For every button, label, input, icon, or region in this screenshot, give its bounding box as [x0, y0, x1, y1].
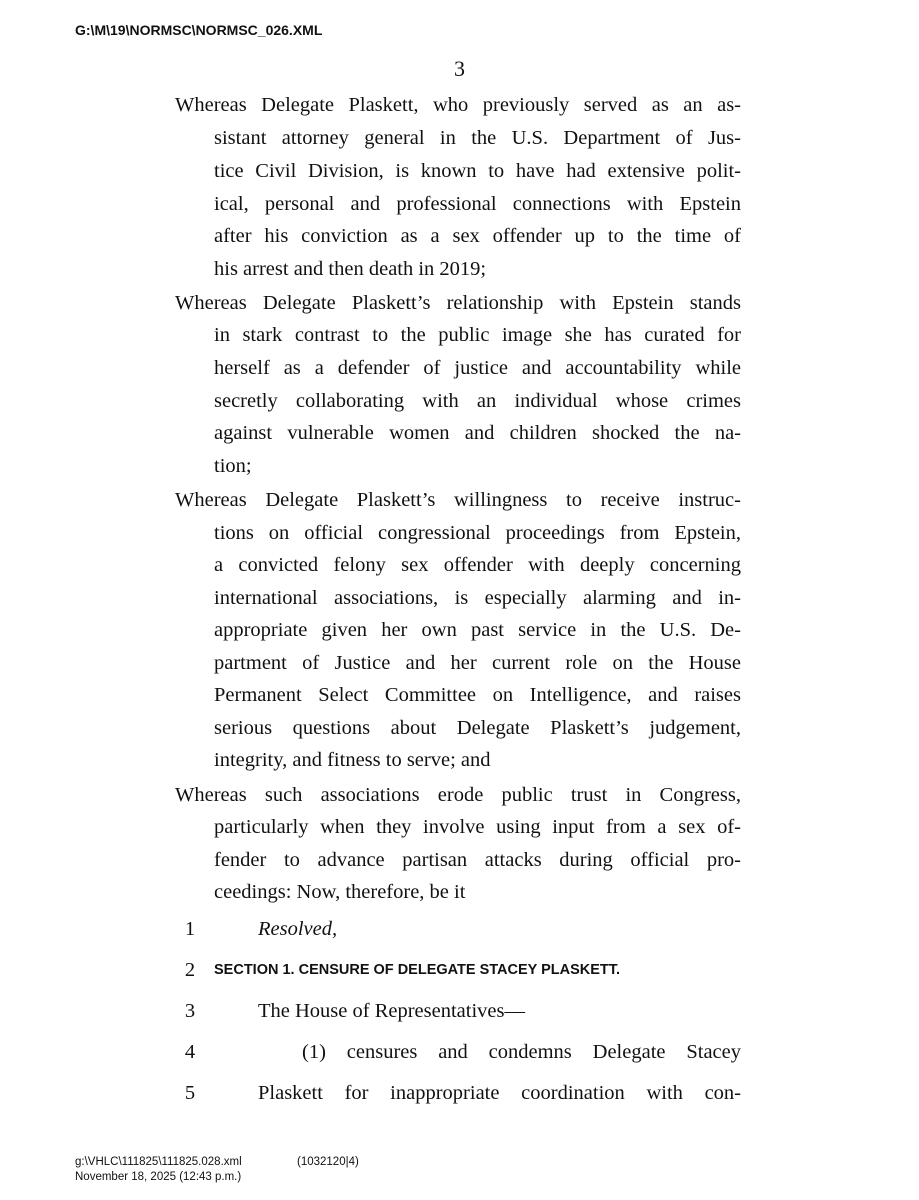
clause-line: Permanent Select Committee on Intelligence, and raises: [214, 684, 741, 706]
footer-date: November 18, 2025 (12:43 p.m.): [75, 1171, 242, 1183]
body-line: (1) censures and condemns Delegate Stacey: [302, 1041, 741, 1063]
clause-line: in stark contrast to the public image she has curated for: [214, 324, 741, 346]
clause-line: tions on official congressional proceedings from Epstein,: [214, 522, 741, 544]
body-line: Plaskett for inappropriate coordination with con-: [258, 1082, 741, 1104]
footer-file-path: g:\VHLC\111825\111825.028.xml: [75, 1156, 242, 1168]
clause-line: ceedings: Now, therefore, be it: [214, 881, 466, 903]
clause-line: his arrest and then death in 2019;: [214, 258, 487, 280]
clause-line: international associations, is especially alarming and in-: [214, 587, 741, 609]
clause-line: secretly collaborating with an individual whose crimes: [214, 390, 741, 412]
document-path-header: G:\M\19\NORMSC\NORMSC_026.XML: [75, 22, 323, 38]
section-heading: SECTION 1. CENSURE OF DELEGATE STACEY PLASKETT.: [214, 962, 621, 978]
clause-line: Whereas Delegate Plaskett’s relationship with Epstein stands: [175, 292, 741, 314]
line-number: 1: [184, 918, 196, 940]
clause-line: a convicted felony sex offender with deeply concerning: [214, 554, 741, 576]
clause-line: integrity, and fitness to serve; and: [214, 749, 491, 771]
clause-line: Whereas Delegate Plaskett’s willingness to receive instruc-: [175, 489, 741, 511]
clause-line: appropriate given her own past service in the U.S. De-: [214, 619, 741, 641]
clause-line: ical, personal and professional connections with Epstein: [214, 193, 741, 215]
clause-line: against vulnerable women and children shocked the na-: [214, 422, 741, 444]
line-number: 5: [184, 1082, 196, 1104]
page-number: 3: [454, 56, 465, 81]
clause-line: serious questions about Delegate Plaskett’s judgement,: [214, 717, 741, 739]
body-line: The House of Representatives—: [258, 1000, 525, 1022]
clause-line: herself as a defender of justice and accountability while: [214, 357, 741, 379]
clause-line: Whereas such associations erode public trust in Congress,: [175, 784, 741, 806]
clause-line: fender to advance partisan attacks during official pro-: [214, 849, 741, 871]
resolved-clause: Resolved,: [258, 918, 338, 940]
clause-line: tice Civil Division, is known to have had extensive polit-: [214, 160, 741, 182]
clause-line: Whereas Delegate Plaskett, who previously served as an as-: [175, 94, 741, 116]
line-number: 4: [184, 1041, 196, 1063]
clause-line: particularly when they involve using input from a sex of-: [214, 816, 741, 838]
line-number: 2: [184, 959, 196, 981]
clause-line: tion;: [214, 455, 252, 477]
clause-line: sistant attorney general in the U.S. Department of Jus-: [214, 127, 741, 149]
clause-line: partment of Justice and her current role on the House: [214, 652, 741, 674]
clause-line: after his conviction as a sex offender up to the time of: [214, 225, 741, 247]
footer-code: (1032120|4): [297, 1156, 359, 1168]
line-number: 3: [184, 1000, 196, 1022]
